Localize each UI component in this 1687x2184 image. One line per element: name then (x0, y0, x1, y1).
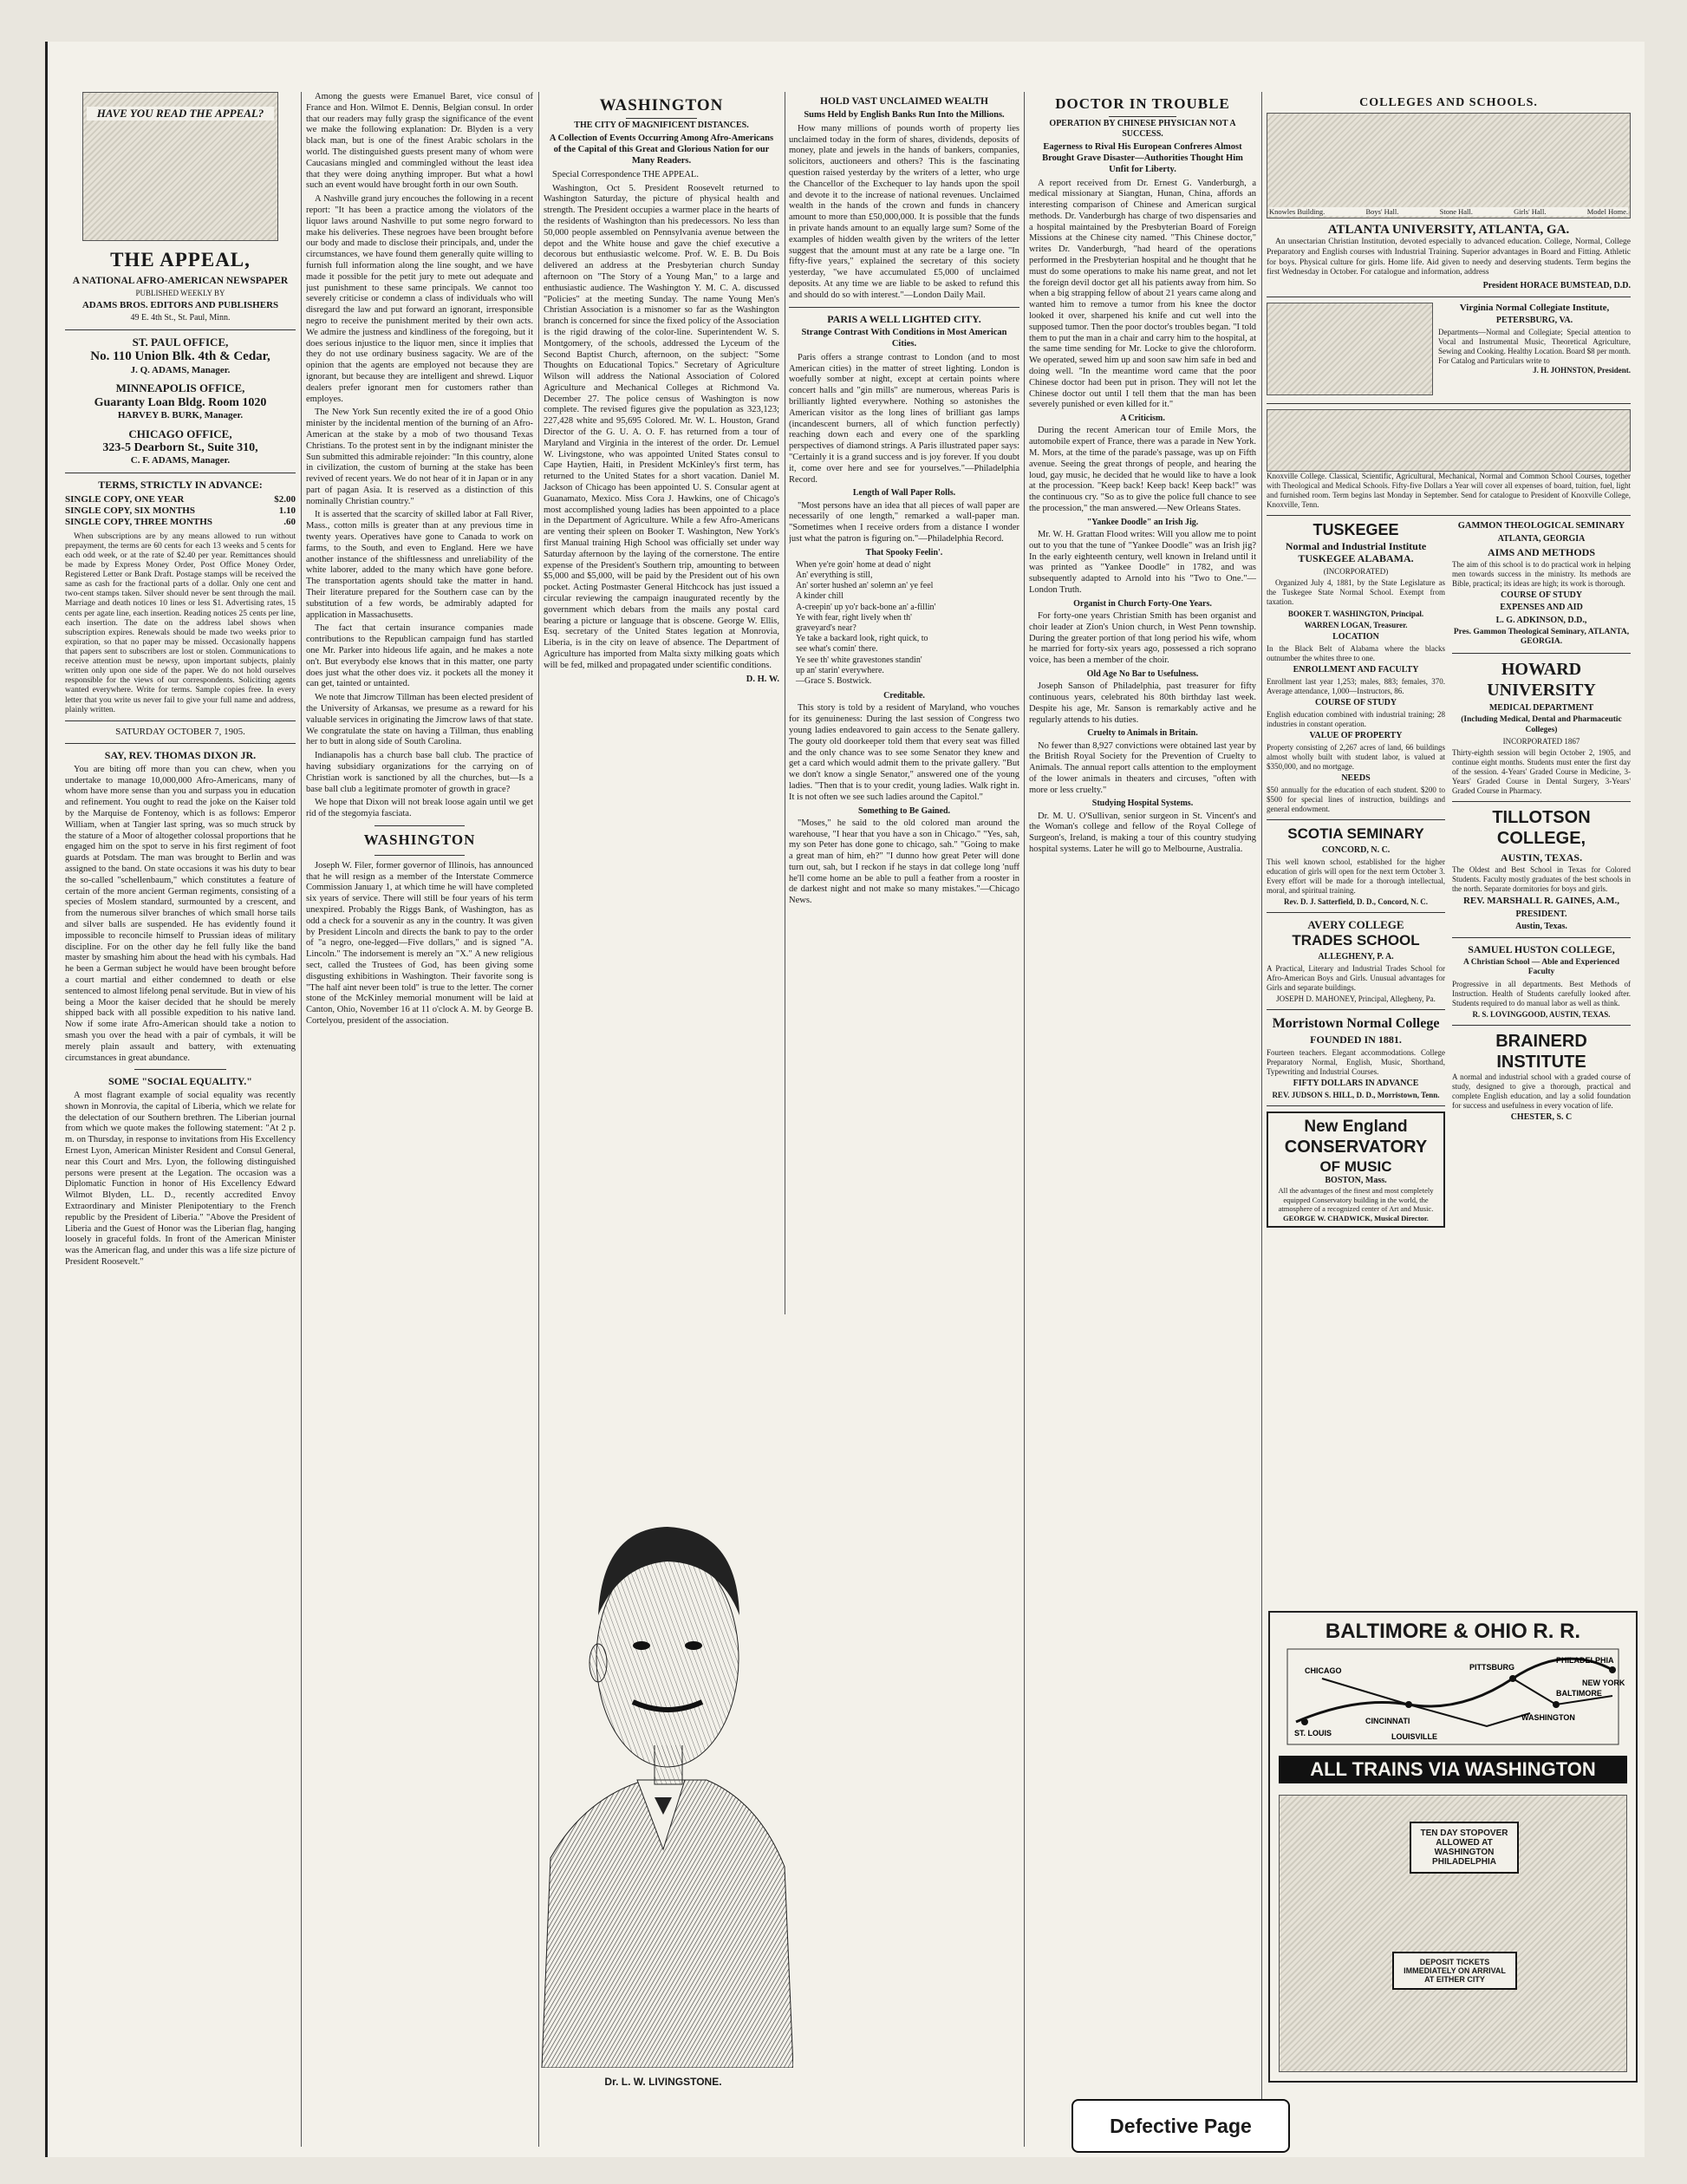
huston-contact: R. S. LOVINGGOOD, AUSTIN, TEXAS. (1472, 1009, 1611, 1019)
bo-stopover-sign: TEN DAY STOPOVER ALLOWED AT WASHINGTON PHILADELPHIA (1410, 1822, 1519, 1874)
tillotson-role: PRESIDENT. (1515, 909, 1567, 919)
wealth-sub: Sums Held by English Banks Run Into the Millions. (804, 110, 1005, 121)
office-manager: C. F. ADAMS, Manager. (130, 455, 231, 466)
poem-body: When ye're goin' home at dead o' night An' everything is still, An' sorter hushed an' solemn an' ye feel A kinder chill A-creepin' up yo'r back-bone an' a-fillin' Ye with fear, right lively when th' graveyard's near? Ye take a backard look, right quick, to see what's comin' there. Ye see th' white gravestones standin' up an' starin' everywhere. —Grace S. Bostwick. (796, 559, 936, 686)
portrait-caption: Dr. L. W. LIVINGSTONE. (604, 2076, 722, 2088)
tuskegee-inc: (INCORPORATED) (1323, 566, 1389, 576)
gammon-title: GAMMON THEOLOGICAL SEMINARY (1457, 520, 1625, 531)
oldage-body: Joseph Sanson of Philadelphia, past treasurer for fifty continuous years, celebrated his 80th birthday last week. Despite his age, Mr. Sanson is remarkably active and he regularly attends to his duties. (1029, 681, 1256, 725)
criticism-body: During the recent American tour of Emile Mors, the automobile expert of France, there was a parade in New York. M. Mors, at the time of the parade's passage, was up on Fifth avenue. Seeing the great throngs of people, and hearing the loud, gay music, he decided that he would like to have a look at the procession. "Keep back! Keep back! Keep back!" was the continuous cry. "So as to give the police full chance to see the procession," the man answered.—New Orleans States. (1029, 426, 1256, 513)
conservatory-title-3: OF MUSIC (1319, 1157, 1392, 1175)
editorial-fall-river: It is asserted that the scarcity of skilled labor at Fall River, Mass., cotton mills is greater than at any previous time in twenty years. Operatives have gone to Canada to work on farms, to the South, and even to England. Here we have another instance of the shiftlessness and unreliability of the white laborer, added to the many which have gone before. The transportation agents should take the matter in hand. Their literature prepared for the Southern case can by the substitution of a few words, be admirably adapted for application in Massachusetts. (306, 510, 533, 620)
bo-city-label: CINCINNATI (1365, 1717, 1410, 1725)
conservatory-ad (1267, 1112, 1445, 1228)
dixon-headline: SAY, REV. THOMAS DIXON JR. (104, 749, 257, 762)
bo-city-label: CHICAGO (1305, 1666, 1342, 1675)
bo-city-label: BALTIMORE (1556, 1689, 1602, 1698)
tuskegee-org: Organized July 4, 1881, by the State Legislature as the Tuskegee State Normal School. Exempt from taxation. (1267, 577, 1445, 606)
tuskegee-section-head: COURSE OF STUDY (1314, 698, 1397, 708)
morristown-title: Morristown Normal College (1272, 1015, 1440, 1031)
conservatory-title-1: New England (1304, 1117, 1408, 1136)
knoxville-body: Knoxville College. Classical, Scientific, Agricultural, Mechanical, Normal and Common School Courses, together with Theological and Medical Schools. Fifty-five Dollars a Year will cover all expenses of board, tuition, fuel, light and furnished room. Term begins last Monday in September. Send for catalogue to President of Knoxville College, Knoxville, Tenn. (1267, 471, 1631, 509)
editorial-blyden: Among the guests were Emanuel Baret, vice consul of France and Hon. Wilmot E. Dennis, Belgian consul. In order that our readers may fully grasp the significance of the event we make the following explanation: Dr. Blyden is a very black man, but is one of the finest Arabic scholars in the world. The distinguished guests present many of whom were Caucasians mingled and commingled without the least idea that they were doing anything improper. But what a howl such an event would have brought forth in our own South. (306, 92, 533, 191)
tuskegee-section-head: VALUE OF PROPERTY (1309, 731, 1403, 741)
wealth-body: How many millions of pounds worth of property lies unclaimed today in the form of shares, dividends, deposits of money, plate and jewels in the hands of bankers, companies, solicitors, auctioneers and others? This is the fascinating question raised yesterday by the writers of a letter, who urge the Chancellor of the Exchequer to lay hands upon the spoil and devote it to the increase of national revenues. Unclaimed wealth in the hands of the crown and funds in chancery amount to more than £50,000,000. It is possible that the funds in private hands amount to an equally large sum? Some of the examples of hidden wealth given by the writers of the letter suggest that the amount must at any rate be a large one. "In fifty-five years," explained the secretary of this society yesterday, "we have accumulated £5,000 of unclaimed deposits. At any time we are liable to be asked to refund this and should do so with interest."—London Daily Mail. (789, 123, 1019, 300)
social-body: A most flagrant example of social equality was recently shown in Monrovia, the capital of Liberia, which we relate for the delectation of our Southern brethren. The Liberian journal from which we quote makes the following statement: "At 2 p. m. on Thursday, in response to invitations from His Excellency Ernest Lyon, American Minister Resident and Consul General, near this Court and Mrs. Lyon, the following distinguished persons were present at the Legation. The occasion was a Diplomatic Function in honor of His Excellency Edward Wilmot Blyden, LL. D., recently accredited Envoy Extraordinary and Minister Plenipotentiary to the French republic by the President of Liberia." "Above the President of Liberia and the Guest of Honor was the Liberian flag, hanging loosely in graceful folds. In front of the American Minister was the American flag, and under this was a life size picture of President Roosevelt." (65, 1090, 296, 1267)
criticism-headline: A Criticism. (1120, 414, 1165, 424)
conservatory-city: BOSTON, Mass. (1325, 1176, 1387, 1186)
tuskegee-section-body: $50 annually for the education of each student. $200 to $500 for special lines of instruction, buildings and general endowment. (1267, 786, 1445, 814)
bo-city-label: LOUISVILLE (1391, 1732, 1438, 1741)
oldage-headline: Old Age No Bar to Usefulness. (1086, 668, 1199, 679)
paris-sub: Strange Contrast With Conditions in Most American Cities. (801, 328, 1007, 349)
atlanta-body: An unsectarian Christian Institution, devoted especially to advanced education. College, Normal, College Preparatory and English courses with Industrial Training. Superior advantages in Board and Fitting. Athletic for boys. Physical culture for girls. Home life. Aid given to needy and deserving students. Term begins the first Wednesday in October. For catalogue and information, address (1267, 238, 1631, 277)
morristown-price: FIFTY DOLLARS IN ADVANCE (1293, 1078, 1419, 1088)
howard-sub: MEDICAL DEPARTMENT (1488, 702, 1594, 713)
tuskegee-treasurer: WARREN LOGAN, Treasurer. (1304, 620, 1408, 629)
atlanta-building-labels (1269, 207, 1628, 216)
howard-sub2: (Including Medical, Dental and Pharmaceutic Colleges) (1461, 714, 1622, 734)
building-label: Knowles Building. (1269, 206, 1326, 216)
gained-headline: Something to Be Gained. (857, 805, 951, 816)
office-title: ST. PAUL OFFICE, (132, 335, 229, 349)
scotia-title: SCOTIA SEMINARY (1287, 825, 1424, 843)
poem-title: That Spooky Feelin'. (865, 547, 943, 557)
gammon-body: The aim of this school is to do practical work in helping men towards success in the ministry. Its methods are Bible, practical; its ideas are high; its work is thorough. (1452, 560, 1631, 589)
gammon-city: ATLANTA, GEORGIA (1497, 533, 1586, 544)
yankee-body: Mr. W. H. Grattan Flood writes: Will you allow me to point out to you that the tune of "Yankee Doodle" was an Irish jig? In the early eighteenth century, well known in Ireland until it was printed as "Yankee Doodle" in 1782, and was subsequently adapted to Arnold into his "Two to One."—London Truth. (1029, 529, 1256, 595)
virginia-text (1438, 303, 1631, 398)
huston-body: Progressive in all departments. Best Methods of Instruction. Health of Students carefully looked after. Students required to do manual labor as well as think. (1452, 979, 1631, 1007)
wallpaper-body: "Most persons have an idea that all pieces of wall paper are necessarily of one length," remarked a wall-paper man. "Sometimes when I receive orders from a distance I wonder just what the patron is figuring on."—Philadelphia Record. (789, 500, 1019, 544)
terms-label: SINGLE COPY, THREE MONTHS (65, 517, 212, 528)
masthead-tagline: A NATIONAL AFRO-AMERICAN NEWSPAPER (72, 276, 289, 287)
ads-right (1452, 521, 1631, 1228)
hospital-headline: Studying Hospital Systems. (1091, 799, 1194, 809)
tillotson-city: AUSTIN, TEXAS. (1500, 851, 1583, 864)
portrait-engraving (533, 1329, 793, 2068)
washington-headline-2: WASHINGTON (363, 831, 476, 848)
doctor-body: A report received from Dr. Ernest G. Vanderburgh, a medical missionary at Siangtan, Hunan, China, affords an interesting comparison of Chinese and American surgical methods. Dr. Vanderburgh has charge of two dispensaries and a hospital maintained by the Presbyterian Board of Foreign Missions at the Chinese city named. "This Chinese doctor," writes Dr. Vanderburgh, "had heard of the operations performed in the Presbyterian hospital and he thought that he must do some operations to make his name great, and not let the foreign devil doctor get all his patients away from him. So when a big strapping fellow of about 21 years came along and wanted him to remove a tumor from his knee the doctor looked it over, sharpened his knife and cut well into the supposed tumor. Then the poor doctor's troubles began. "I told them to put the man in a chair and carry him to the hospital, at the same time sending for Mr. Locke to give the chloroform. We operated, sewed him up and soon saw him safe in bed and doing well. "In the meantime word came that the poor Chinese doctor had been put in prison. They will not let the Chinese doctor out until I tell them that the man has been severely punished or even killed for it." (1029, 178, 1256, 410)
tuskegee-sub: Normal and Industrial Institute (1285, 539, 1427, 552)
bo-title: BALTIMORE & OHIO R. R. (1325, 1620, 1581, 1643)
gammon-contact: L. G. ADKINSON, D.D., (1495, 615, 1587, 625)
editorial-parker: The fact that certain insurance companies made contributions to the Republican campaign fund has startled one Mr. Parker into hideous life again, and he makes a note on't. But everybody else knows that in this matter, one party does just what the other does viz. it pockets all the money it can get, tainted or untainted. (306, 623, 533, 689)
brainerd-body: A normal and industrial school with a graded course of study, designed to give a thorough, practical and complete English education, and lay a solid foundation for success and usefulness in every vocation of life. (1452, 1072, 1631, 1111)
terms-price: $2.00 (274, 493, 296, 505)
terms-price: .60 (283, 517, 296, 528)
tillotson-contact: REV. MARSHALL R. GAINES, A.M., (1462, 896, 1620, 907)
brainerd-contact: CHESTER, S. C (1510, 1112, 1573, 1123)
dixon-body: You are biting off more than you can chew, when you undertake to manage 10,000,000 Afro-Americans, many of whom have more sense than you and surpass you in education and refinement. You ought to read the joke on the Kaiser told by the Marquise de Fontenoy, which is as follows: Emperor William, when at Tangier last spring, was so much struck by the stature of a Moor of altogether colossal proportions that he engaged him on the spot to serve in his first regiment of foot guards at Potsdam. The man was brought to Berlin and was assigned to the band. On state occasions it was his duty to bear the so-called "schellenbaum," which constitutes a feature of certain of the more ancient German regiments, consisting of a species of Moslem standard, surmounted by a crescent, and from the numerous silver branches of which small horse tails and silver balls are suspended. He has evidently found it impossible to reconcile himself to Prussian ideas of military discipline. For on the other day he fell fully like the band master by smashing him about the head with his cymbals. Had he been a German subject he would have been brought before a court martial and either condemned to death or else sentenced to almost lifelong penal servitude. But in view of his being a Moor the kaiser decided that he should be merely shipped back with all possible expedition to his native land. Now if some irate Afro-American should take a notion to smash you over the head with a pair of cymbals, it will be merely plain assault and battery, with extenuating circumstances in great abundance. (65, 764, 296, 1063)
terms-row (65, 505, 296, 517)
building-label: Girls' Hall. (1514, 206, 1547, 216)
defective-page-stamp: Defective Page (1071, 2099, 1290, 2153)
morristown-contact: REV. JUDSON S. HILL, D. D., Morristown, Tenn. (1272, 1090, 1440, 1099)
tillotson-title: TILLOTSON COLLEGE, (1492, 807, 1591, 849)
scotia-city: CONCORD, N. C. (1321, 845, 1391, 856)
appeal-slogan: HAVE YOU READ THE APPEAL? (87, 107, 274, 121)
tuskegee-section-body: Property consisting of 2,267 acres of land, 66 buildings almost wholly built with student labor, is valued at $350,000, and no mortgage. (1267, 743, 1445, 772)
office-chicago (65, 427, 296, 467)
atlanta-buildings (1267, 113, 1631, 218)
morristown-body: Fourteen teachers. Elegant accommodations. College Preparatory Normal, English, Music, Shorthand, Typewriting and Industrial Courses. (1267, 1047, 1445, 1076)
tuskegee-principal: BOOKER T. WASHINGTON, Principal. (1287, 609, 1424, 618)
newspaper-page (45, 42, 1645, 2157)
office-line: No. 110 Union Blk. 4th & Cedar, (90, 349, 270, 364)
atlanta-president: President HORACE BUMSTEAD, D.D. (1482, 280, 1631, 290)
doctor-sub: OPERATION BY CHINESE PHYSICIAN NOT A SUCCESS. (1049, 118, 1236, 139)
column-news (789, 92, 1019, 2147)
editorial-dixon: We hope that Dixon will not break loose again until we get rid of the stegomyia fasciata. (306, 798, 533, 819)
bo-route-map (1270, 1644, 1636, 1748)
tuskegee-section-body: Enrollment last year 1,253; males, 883; females, 370. Average attendance, 1,000—Instructors, 86. (1267, 677, 1445, 696)
tuskegee-city: TUSKEGEE ALABAMA. (1298, 552, 1414, 565)
gammon-expenses: EXPENSES AND AID (1500, 603, 1583, 613)
office-manager: HARVEY B. BURK, Manager. (117, 410, 244, 421)
gained-body: "Moses," he said to the old colored man around the warehouse, "I hear that you have a son in Chicago." "Yes, sah, my son Peter has done gone to chicago, sah." "Going to make a great man of him, eh?" "I dunno how great Peter will done turn out, sah, but I reckon if he stays in dat college long 'nuff he'll come home an be able to pull a feather from a rooster in de darkest night and not make so many mistakes."—Chicago News. (789, 818, 1019, 906)
cruelty-headline: Cruelty to Animals in Britain. (1087, 728, 1198, 739)
masthead-address: 49 E. 4th St., St. Paul, Minn. (130, 313, 231, 323)
howard-body: Thirty-eighth session will begin October 2, 1905, and continue eight months. Students must enter the first day of the session. 4-Years' Graded Course in Medicine, 3-Years' Graded Course in Dental Surgery, 3-Years' Graded Course in Pharmacy. (1452, 748, 1631, 795)
morristown-founded: FOUNDED IN 1881. (1310, 1033, 1402, 1046)
avery-body: A Practical, Literary and Industrial Trades School for Afro-American Boys and Girls. Unusual advantages for Girls and separate buildings. (1267, 963, 1445, 992)
paris-headline: PARIS A WELL LIGHTED CITY. (827, 312, 981, 325)
ads-left (1267, 521, 1445, 1228)
tuskegee-section-head: LOCATION (1332, 631, 1379, 642)
tillotson-body: The Oldest and Best School in Texas for Colored Students. Faculty mostly graduates of the best schools in the north. Separate dormitories for boys and girls. (1452, 865, 1631, 894)
terms-label: SINGLE COPY, ONE YEAR (65, 493, 185, 505)
scotia-body: This well known school, established for the higher education of girls will open for the next term October 3. Every effort will be made for a thorough intellectual, moral, and spiritual training. (1267, 857, 1445, 896)
bo-deposit-sign: DEPOSIT TICKETS IMMEDIATELY ON ARRIVAL AT EITHER CITY (1392, 1952, 1517, 1990)
scotia-contact: Rev. D. J. Satterfield, D. D., Concord, N. C. (1284, 897, 1428, 907)
doctor-dek: Eagerness to Rival His European Confreres Almost Brought Grave Disaster—Authorities Thought Him Unfit for Liberty. (1042, 142, 1243, 174)
building-label: Model Home. (1586, 206, 1628, 216)
doctor-headline: DOCTOR IN TROUBLE (1055, 95, 1230, 112)
bo-city-label: ST. LOUIS (1294, 1729, 1332, 1737)
terms-row (65, 494, 296, 505)
huston-title: SAMUEL HUSTON COLLEGE, (1468, 943, 1615, 956)
editorial-indianapolis: Indianapolis has a church base ball club. The practice of having subsidiary organizations for the carrying on of Christian work is sanctioned by all the churches, but—Is a base ball club a legitimate promoter of growth in grace? (306, 751, 533, 794)
virginia-body: Departments—Normal and Collegiate; Special attention to Vocal and Instrumental Music, Theoretical Agriculture, Sewing and Cooking. Healthy Location. Board $8 per month. For Catalog and Particulars write to (1438, 328, 1631, 366)
washington-signoff: D. H. W. (746, 674, 779, 684)
office-title: CHICAGO OFFICE, (128, 427, 232, 440)
colleges-header: COLLEGES AND SCHOOLS. (1359, 96, 1538, 109)
office-title: MINNEAPOLIS OFFICE, (115, 381, 245, 395)
avery-city: ALLEGHENY, P. A. (1318, 951, 1394, 962)
tuskegee-section-body: English education combined with industrial training; 28 industries in constant operation. (1267, 710, 1445, 729)
terms-body: When subscriptions are by any means allowed to run without prepayment, the terms are 60 cents for each 13 weeks and 5 cents for each odd week, or at the rate of $2.40 per year. Remittances should be made by Express Money Order, Post Office Money Order, Registered Letter or Bank Draft. Postage stamps will be received the same as cash for the fractional parts of a dollar. Only one cent and two-cent stamps taken. Silver should never be sent through the mail. Marriage and death notices 10 lines or less $1. Advertising rates, 15 cents per agate line, each insertion. Reading notices 25 cents per line, each insertion. The date on the address label shows when subscription expires. Renewals should be made two weeks prior to expiration, so that no paper may be missed. Occasionally happens that papers sent to subscribers are lost or stolen. Communications to receive attention must be newsy, upon important subjects, plainly written only upon one side of the paper. We do not hold ourselves responsible for the views of our correspondents. Soliciting agents wanted everywhere. Write for terms. Sample copies free. In every letter that you write us never fail to give your full name and address, plainly written. (65, 531, 296, 714)
gammon-contact2: Pres. Gammon Theological Seminary, ATLANTA, GEORGIA. (1453, 627, 1630, 647)
washington-dek: A Collection of Events Occurring Among Afro-Americans of the Capital of this Great and Glorious Nation for our Many Readers. (549, 134, 774, 166)
virginia-city: PETERSBURG, VA. (1495, 316, 1573, 326)
creditable-body: This story is told by a resident of Maryland, who vouches for its genuineness: During the last session of Congress two young ladies endeavored to gain access to the Senate gallery. The gouty old doorkeeper told them that every seat was filled and the only chance was to see some Senator they knew and get a card which would admit them to the private gallery. "But we don't know a single Senator," answered one of the young ladies. "Then that is to your credit, young ladies. Walk right in. It is not often we see such ladies around the Capitol." (789, 703, 1019, 802)
column-washington (544, 92, 779, 1297)
avery-sub: TRADES SCHOOL (1292, 931, 1420, 949)
office-manager: J. Q. ADAMS, Manager. (130, 364, 231, 375)
office-stpaul (65, 336, 296, 377)
howard-inc: INCORPORATED 1867 (1502, 737, 1580, 746)
masthead-name: THE APPEAL, (110, 249, 251, 271)
yankee-headline: "Yankee Doodle" an Irish Jig. (1086, 517, 1199, 527)
bo-city-label: NEW YORK (1582, 1679, 1625, 1687)
washington-headline: WASHINGTON (599, 96, 724, 114)
virginia-contact: J. H. JOHNSTON, President. (1533, 366, 1631, 375)
tuskegee-title: TUSKEGEE (1312, 520, 1399, 538)
terms-title: TERMS, STRICTLY IN ADVANCE: (98, 478, 263, 491)
bo-station-illustration (1279, 1795, 1627, 2072)
howard-title: HOWARD UNIVERSITY (1487, 659, 1596, 701)
appeal-illustration (82, 92, 278, 241)
bo-city-label: PHILADELPHIA (1556, 1656, 1614, 1665)
social-headline: SOME "SOCIAL EQUALITY." (108, 1075, 252, 1088)
gammon-course: COURSE OF STUDY (1500, 590, 1583, 601)
editorial-newyork-sun: The New York Sun recently exited the ire of a good Ohio minister by the incidental mention of the burning of an Afro-American at the stake by a mob of two thousand Texas Christians. To the protest sent in by the indignant minister the Sun submitted this admirable rejoinder: "In this country, alone in civilization, the custom of burning at the stake has been revived of recent years. We do not hear of it in Japan or in any part of pagan Asia. It is reserved as a distinction of this nominally Christian country." (306, 407, 533, 506)
tuskegee-section-head: NEEDS (1341, 773, 1371, 784)
gammon-aims: AIMS AND METHODS (1487, 545, 1595, 558)
conservatory-title-2: CONSERVATORY (1284, 1138, 1428, 1157)
column-editorials (306, 92, 533, 2147)
office-minneapolis (65, 381, 296, 421)
tuskegee-section-body: In the Black Belt of Alabama where the blacks outnumber the whites three to one. (1267, 643, 1445, 662)
wallpaper-headline: Length of Wall Paper Rolls. (852, 488, 956, 499)
brainerd-title: BRAINERD INSTITUTE (1495, 1031, 1587, 1072)
washington-special: Special Correspondence THE APPEAL. (552, 169, 699, 179)
tillotson-footer: Austin, Texas. (1515, 921, 1567, 931)
hospital-body: Dr. M. U. O'Sullivan, senior surgeon in St. Vincent's and the Woman's college and fellow of the Royal College of Surgeon's, Ireland, is making a tour of this country studying hospital systems. Later he will go to Melbourne, Australia. (1029, 811, 1256, 855)
ads-two-col (1267, 521, 1631, 1228)
masthead-publishers: ADAMS BROS. EDITORS AND PUBLISHERS (81, 300, 279, 311)
atlanta-title: ATLANTA UNIVERSITY, ATLANTA, GA. (1327, 223, 1570, 238)
conservatory-director: GEORGE W. CHADWICK, Musical Director. (1283, 1213, 1429, 1222)
office-line: 323-5 Dearborn St., Suite 310, (102, 441, 258, 455)
washington-notes: Joseph W. Filer, former governor of Illinois, has announced that he will resign as a member of the Interstate Commerce Commission January 1, at which time he will have completed six years of service. There will still be four years of his term unexpired. Probably the Riggs Bank, of Washington, has as odd a check for a souvenir as any in the country. It was given by President Lincoln and directs the bank to pay to the order of "a negro, one-legged—Five dollars," and is signed "A. Lincoln." The indorsement is merely an "X." A new religious sect, called the Trustees of God, has been giving some disgusting exhibitions in Washington. Their favorite song is "The half aint never been told" is true to the letter. The corner stone of the McKinley memorial monument will be laid at Canton, Ohio, November 16 at 11 o'clock A. M. by George B. Cortelyou, president of the association. (306, 860, 533, 1026)
date-line: SATURDAY OCTOBER 7, 1905. (115, 726, 245, 737)
editorial-nashville: A Nashville grand jury encouches the following in a recent report: "It has been a practice among the violators of the liquor laws around Nashville to put some negro forward to make his deliveries. These negroes have been brought before our body and made to disclose their principals, and, under the circumstances, we have found them generally quite willing to furnish full information along the line sought, and we have made it possible for the petit jury to mete out adequate and just punishment to these same principals. We cannot too severely criticise or condemn a class of individuals who will disregard the law and put forward an ignorant, irresponsible negro to receive the punishment merited by their own acts. We admire the justness and kindliness of the foregoing, but it does serious injustice to the liquor men, since it implies that they do not use ordinary business sagacity. We are of the opinion that the agents are employed not because they are ignorant, but because they are intelligent and shrewd. Liquor dealers prefer ignorant men for customers rather than employes. (306, 194, 533, 404)
column-doctor (1029, 92, 1256, 2147)
avery-title: AVERY COLLEGE (1307, 918, 1404, 932)
column-masthead (65, 92, 296, 2147)
huston-sub: A Christian School — Able and Experienced Faculty (1463, 957, 1619, 977)
organist-body: For forty-one years Christian Smith has been organist and choir leader at Zion's Union church, in West Penn township. During the greater portion of that long period his wife, whom he married for forty-six years ago, possessed a rich soprano voice, has been a member of the choir. (1029, 610, 1256, 666)
virginia-title: Virginia Normal Collegiate Institute, (1459, 302, 1610, 313)
organist-headline: Organist in Church Forty-One Years. (1073, 598, 1212, 609)
bo-city-label: WASHINGTON (1521, 1713, 1575, 1722)
masthead-published: PUBLISHED WEEKLY BY (135, 289, 225, 298)
washington-sub: THE CITY OF MAGNIFICENT DISTANCES. (574, 121, 749, 131)
avery-contact: JOSEPH D. MAHONEY, Principal, Allegheny, Pa. (1276, 994, 1436, 1003)
building-label: Stone Hall. (1439, 206, 1473, 216)
creditable-headline: Creditable. (883, 691, 925, 701)
terms-price: 1.10 (278, 505, 296, 516)
washington-body: Washington, Oct 5. President Roosevelt returned to Washington Saturday, the picture of physical health and strength. The President occupies a warmer place in the hearts of the residents of Washington than his predecessors. No less than 50,000 people assembled on Pennsylvania avenue between the depot and the White house and gave the chief executive a decorous but enthusiastic welcome. Prof. W. E. B. Du Bois delivered an address at the Presbyterian church Sunday afternoon on "The Story of a Young Man," to a large and enthusiastic audience. The Washington Y. M. C. A. discussed "Policies" at the meeting Sunday. The name Young Men's Christian Association is a misnomer so far as the Washington branch is concerned for since the fixed policy of the Association is the rigid drawing of the color-line. Superintendent W. S. Montgomery, of the schools, addressed the Lyceum of the Second Baptist Church, afternoon, on the subject: "Some Thoughts on Educational Topics." Secretary of Agriculture Wilson will address the National Association of Colored Agriculture and Mechanical Colleges at Richmond Va. December 27. The police census of Washington is now complete. The revised figures give the population as 323,123; 227,428 white and 95,695 Colored. Mr. W. L. Houston, Grand Director of the G. U. A. O. F. has returned from a tour of Maryland and Virginia in the interest of the order. Dr. Lemuel W. Livingstone, who was appointed United States consul to Cape Haytien, Haiti, in President McKinley's first term, has returned to the United States for a short vacation. Daniel M. Jackson of Chicago has been appointed U. S. Consular agent at Guanamato, Mexico. Miss Cora J. Hawkins, one of Chicago's most accomplished young ladies has been appointed to a place in the Department of Agriculture. While a few Afro-Americans are venting their spleen on Booker T. Washington, New York's first Manual training High School was officially set under way Saturday afternoon by the laying of the cornerstone. The entire expense of the President's Southern trip, amounting to between $5,000 and $5,000, will be paid by the President out of his own pocket. Acting Postmaster General Hitchcock has just issued a circular reviewing the campaign inaugurated recently by the government which debars from the mails any postal card bearing a picture or language that is obscene. George W. Ellis, Esq. secretary of the United States legation at Monrovia, Liberia, is in the city on leave of absence. The Department of Agriculture has imported from Malta sixty milking goats which will be fed, milked and propagated under scientific conditions. (544, 183, 779, 670)
cruelty-body: No fewer than 8,927 convictions were obtained last year by the British Royal Society for the Prevention of Cruelty to Animals. The annual report calls attention to the employment of the lower animals in theaters and circuses, "often with more or less cruelty." (1029, 740, 1256, 795)
livingstone-portrait (533, 1329, 793, 2092)
bo-ad (1268, 1611, 1638, 2083)
office-line: Guaranty Loan Bldg. Room 1020 (94, 396, 267, 410)
tuskegee-section-head: ENROLLMENT AND FACULTY (1293, 664, 1419, 675)
bo-city-label: PITTSBURG (1469, 1663, 1515, 1672)
wealth-headline: HOLD VAST UNCLAIMED WEALTH (820, 96, 988, 107)
terms-label: SINGLE COPY, SIX MONTHS (65, 505, 195, 516)
virginia-ad (1267, 303, 1631, 398)
building-label: Boys' Hall. (1365, 206, 1399, 216)
bo-subtitle: ALL TRAINS VIA WASHINGTON (1279, 1756, 1627, 1783)
paris-body: Paris offers a strange contrast to London (and to most American cities) in the matter of street lighting. London is woefully somber at night, except at certain points where concert halls and "gin mills" are numerous, whereas Paris is brilliantly lighted everywhere. Nothing so astonishes the American visitor as the long lines of brilliant gas lamps (incandescent burners, all of which function perfectly) reaching down each and every one of the sparkling perspectives of diamond strings. A Paris illustrated paper says: "Certainly it is a grand success and is joy forever. If you doubt it, come over here and see for yourselves."—Philadelphia Record. (789, 352, 1019, 485)
knoxville-illustration (1267, 409, 1631, 472)
editorial-tillman: We note that Jimcrow Tillman has been elected president of the University of Arkansas, we presume as a reward for his valuable services in originating the Jimcrow laws of that state. We congratulate the state on having a Tillman, thus enabling her to butt in along side of South Carolina. (306, 693, 533, 747)
terms-row (65, 517, 296, 528)
conservatory-body: All the advantages of the finest and most completely equipped Conservatory building in the world, the atmosphere of a recognized center of Art and Music. (1278, 1186, 1434, 1214)
virginia-building-illustration (1267, 303, 1433, 395)
